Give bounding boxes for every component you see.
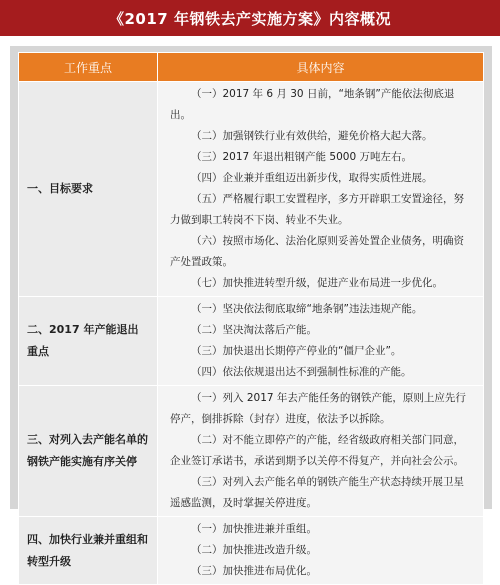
content-table <box>18 52 484 585</box>
list-item: （一）2017 年 6 月 30 日前，“地条钢”产能依法彻底退出。 <box>170 88 455 121</box>
row-content <box>158 297 484 386</box>
list-item: （三）对列入去产能名单的钢铁产能生产状态持续开展卫星遥感监测，及时掌握关停进度。 <box>170 476 464 509</box>
table-header-row <box>19 53 484 82</box>
table-row <box>19 517 484 585</box>
list-item: （二）对不能立即停产的产能，经省级政府相关部门同意，企业签订承诺书，承诺到期予以关停不得复产，并向社会公示。 <box>170 434 464 467</box>
list-item: （一）坚决依法彻底取缔“地条钢”违法违规产能。 <box>191 303 423 315</box>
list-item: （二）加强钢铁行业有效供给，避免价格大起大落。 <box>191 130 433 142</box>
list-item: （四）企业兼并重组迈出新步伐，取得实质性进展。 <box>191 172 433 184</box>
row-label: 一、目标要求 <box>19 82 158 297</box>
list-item: （一）列入 2017 年去产能任务的钢铁产能，原则上应先行停产，倒排拆除（封存）进度，依法予以拆除。 <box>170 392 466 425</box>
table-frame <box>10 46 492 577</box>
list-item: （四）依法依规退出达不到强制性标准的产能。 <box>191 366 412 378</box>
table-row <box>19 82 484 297</box>
row-label: 三、对列入去产能名单的钢铁产能实施有序关停 <box>19 386 158 517</box>
list-item: （三）加快推进布局优化。 <box>191 565 317 577</box>
list-item: （七）加快推进转型升级，促进产业布局进一步优化。 <box>191 277 443 289</box>
row-label: 四、加快行业兼并重组和转型升级 <box>19 517 158 585</box>
list-item: （二）加快推进改造升级。 <box>191 544 317 556</box>
list-item: （五）严格履行职工安置程序，多方开辟职工安置途径，努力做到职工转岗不下岗、转业不失业。 <box>170 193 464 226</box>
list-item: （一）加快推进兼并重组。 <box>191 523 317 535</box>
list-item: （二）坚决淘汰落后产能。 <box>191 324 317 336</box>
row-label: 二、2017 年产能退出重点 <box>19 297 158 386</box>
row-content <box>158 386 484 517</box>
list-item: （三）2017 年退出粗钢产能 5000 万吨左右。 <box>191 151 412 163</box>
list-item: （三）加快退出长期停产停业的“僵尸企业”。 <box>191 345 402 357</box>
page-title: 《2017 年钢铁去产实施方案》内容概况 <box>0 0 500 36</box>
header-work-focus: 工作重点 <box>19 53 158 82</box>
table-row <box>19 297 484 386</box>
list-item: （六）按照市场化、法治化原则妥善处置企业债务，明确资产处置政策。 <box>170 235 464 268</box>
row-content <box>158 517 484 585</box>
header-specific-content: 具体内容 <box>158 53 484 82</box>
row-content <box>158 82 484 297</box>
table-row <box>19 386 484 517</box>
